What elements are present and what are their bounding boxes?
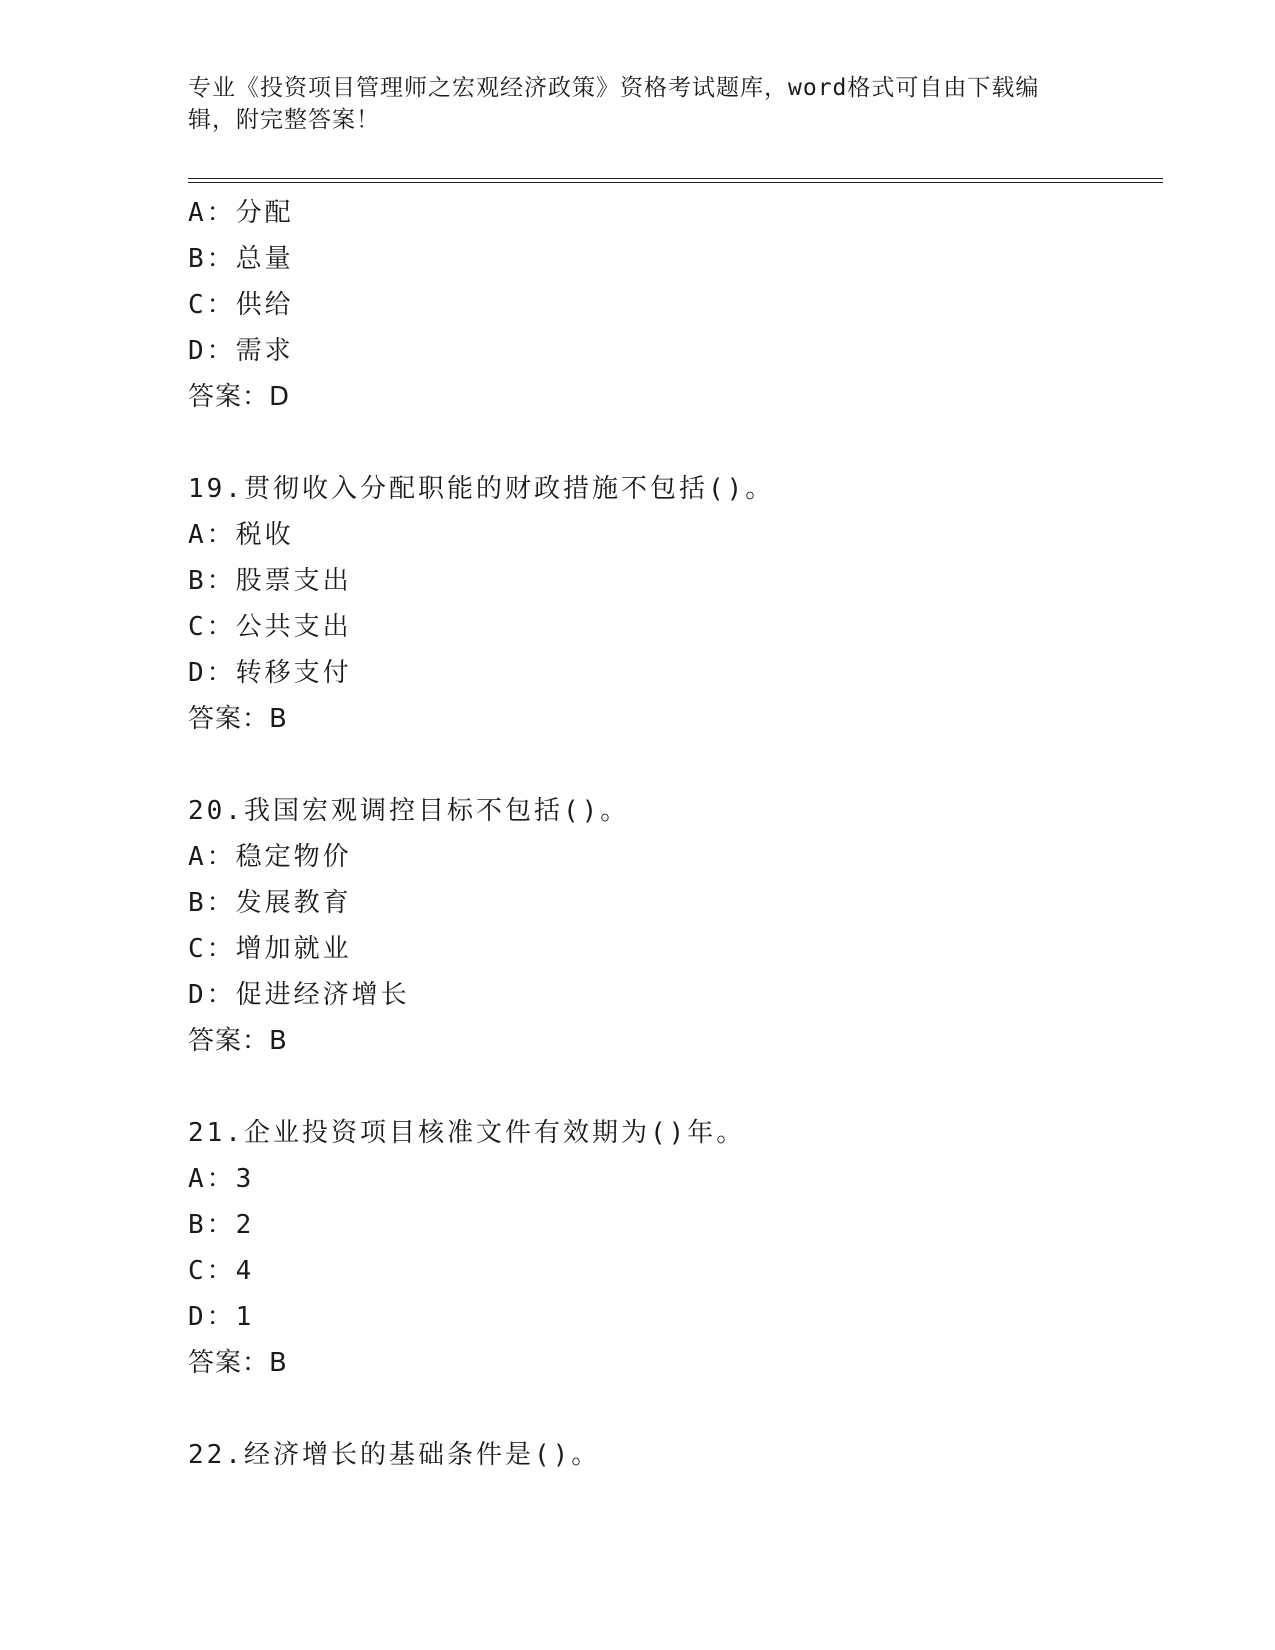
option-b: B：2 xyxy=(188,1210,255,1240)
option-c: C：公共支出 xyxy=(188,612,352,642)
question-21 xyxy=(188,1110,1163,1386)
option-c: C：增加就业 xyxy=(188,934,352,964)
question-18-continued xyxy=(188,190,1163,420)
option-a: A：稳定物价 xyxy=(188,842,352,872)
answer-line: 答案：B xyxy=(188,1026,288,1056)
header-divider xyxy=(188,178,1163,183)
option-d: D：促进经济增长 xyxy=(188,980,410,1010)
header-line-2: 辑，附完整答案！ xyxy=(188,107,380,133)
header-line-1: 专业《投资项目管理师之宏观经济政策》资格考试题库，word格式可自由下载编 xyxy=(188,75,1040,101)
spacer xyxy=(188,742,1163,788)
question-stem: 20.我国宏观调控目标不包括()。 xyxy=(188,796,630,826)
option-a: A：3 xyxy=(188,1164,255,1194)
answer-line: 答案：B xyxy=(188,1348,288,1378)
spacer xyxy=(188,420,1163,466)
option-c: C：供给 xyxy=(188,290,294,320)
question-stem: 19.贯彻收入分配职能的财政措施不包括()。 xyxy=(188,474,775,504)
answer-line: 答案：D xyxy=(188,382,291,412)
document-header xyxy=(188,72,1088,136)
option-d: D：转移支付 xyxy=(188,658,352,688)
question-20 xyxy=(188,788,1163,1064)
answer-line: 答案：B xyxy=(188,704,288,734)
question-list xyxy=(188,190,1163,1478)
option-a: A：税收 xyxy=(188,520,294,550)
question-stem: 22.经济增长的基础条件是()。 xyxy=(188,1440,601,1470)
question-stem: 21.企业投资项目核准文件有效期为()年。 xyxy=(188,1118,746,1148)
option-b: B：股票支出 xyxy=(188,566,352,596)
option-a: A：分配 xyxy=(188,198,294,228)
spacer xyxy=(188,1386,1163,1432)
option-c: C：4 xyxy=(188,1256,255,1286)
option-b: B：发展教育 xyxy=(188,888,352,918)
question-22 xyxy=(188,1432,1163,1478)
spacer xyxy=(188,1064,1163,1110)
question-19 xyxy=(188,466,1163,742)
option-d: D：需求 xyxy=(188,336,294,366)
option-b: B：总量 xyxy=(188,244,294,274)
option-d: D：1 xyxy=(188,1302,255,1332)
